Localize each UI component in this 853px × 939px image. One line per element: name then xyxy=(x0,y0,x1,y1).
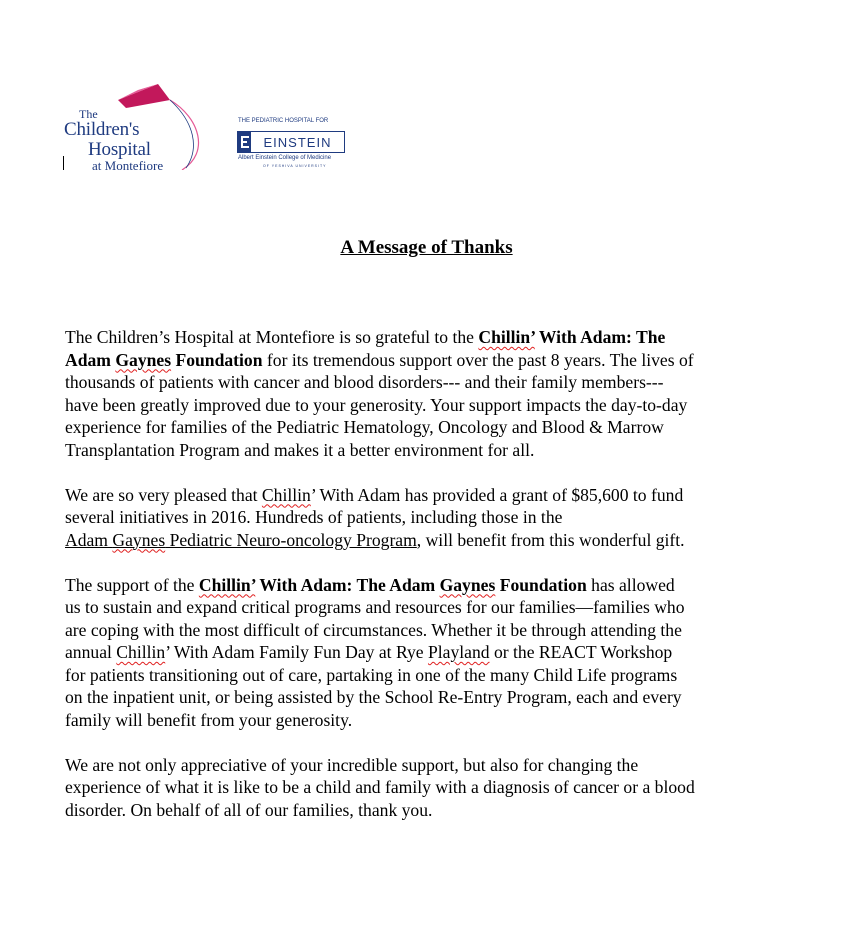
text-line: Transplantation Program and makes it a better environment for all. xyxy=(65,439,535,460)
logo-text-childrens: Children's xyxy=(64,119,140,140)
einstein-wordmark-box xyxy=(237,131,345,153)
text-line xyxy=(65,641,785,664)
text-line: several initiatives in 2016. Hundreds of patients, including those in the xyxy=(65,507,563,527)
text-span: With Adam: The xyxy=(534,327,666,347)
paragraph-3 xyxy=(65,574,785,732)
program-link-text xyxy=(65,530,421,550)
logo-text-montefiore: at Montefiore xyxy=(92,158,164,173)
text-line xyxy=(65,349,785,372)
text-span: has allowed xyxy=(586,574,675,595)
page-title: A Message of Thanks xyxy=(340,237,513,258)
logo-text-the: The xyxy=(79,107,98,121)
paragraph-gap xyxy=(65,551,785,574)
text-span: Playland xyxy=(427,642,490,662)
text-span: Chillin’ xyxy=(198,574,256,595)
letter-body xyxy=(65,326,785,821)
einstein-wordmark: EINSTEIN xyxy=(251,132,344,152)
einstein-logo xyxy=(237,118,352,174)
text-line: disorder. On behalf of all of our families, thank you. xyxy=(65,799,433,820)
logo-divider xyxy=(63,156,64,170)
text-line: are coping with the most difficult of circumstances. Whether it be through attending the xyxy=(65,619,682,640)
text-span: Foundation xyxy=(171,349,263,370)
text-line xyxy=(65,326,785,349)
text-line xyxy=(65,484,785,507)
text-span: Chillin’ xyxy=(478,327,535,347)
text-span: for its tremendous support over the past 8 years. The lives of xyxy=(262,349,694,370)
text-span: annual xyxy=(65,642,117,662)
einstein-university: OF YESHIVA UNIVERSITY xyxy=(263,164,327,168)
text-span: Pediatric Neuro-oncology Program xyxy=(165,529,417,550)
text-span: We are so very pleased that xyxy=(65,484,262,505)
einstein-tagline: THE PEDIATRIC HOSPITAL FOR xyxy=(238,118,329,124)
text-span: ’ With Adam has provided a grant of $85,600 to fund xyxy=(310,484,684,505)
logo-text-hospital: Hospital xyxy=(88,139,151,160)
text-span: The Children’s Hospital at Montefiore is so grateful to the xyxy=(65,327,479,347)
paragraph-gap xyxy=(65,461,785,484)
text-span: Chillin xyxy=(261,484,311,505)
paragraph-gap xyxy=(65,731,785,754)
text-line: on the inpatient unit, or being assisted by the School Re-Entry Program, each and every xyxy=(65,687,682,707)
text-line: thousands of patients with cancer and blood disorders--- and their family members--- xyxy=(65,372,664,392)
einstein-mark-icon xyxy=(238,133,251,151)
text-span: With Adam: The Adam xyxy=(255,574,440,595)
text-span: Adam xyxy=(65,349,116,370)
text-line xyxy=(65,529,785,552)
text-line: experience for families of the Pediatric Hematology, Oncology and Blood & Marrow xyxy=(65,417,664,437)
paragraph-4 xyxy=(65,754,785,822)
text-span: ’ With Adam Family Fun Day at Rye xyxy=(165,642,428,662)
text-line: for patients transitioning out of care, partaking in one of the many Child Life programs xyxy=(65,664,678,685)
text-span: or the REACT Workshop xyxy=(489,642,673,662)
text-span: The support of the xyxy=(65,574,199,595)
text-span: Adam xyxy=(65,529,113,550)
text-line: experience of what it is like to be a child and family with a diagnosis of cancer or a blood xyxy=(65,777,695,797)
text-line: have been greatly improved due to your generosity. Your support impacts the day-to-day xyxy=(65,394,688,415)
text-span: Gaynes xyxy=(112,529,166,550)
text-span: will benefit from this wonderful gift. xyxy=(421,529,685,550)
text-line xyxy=(65,574,785,597)
text-line: family will benefit from your generosity. xyxy=(65,709,353,730)
text-span: Foundation xyxy=(495,574,587,595)
text-line: us to sustain and expand critical programs and resources for our families—families who xyxy=(65,597,685,617)
text-span: Gaynes xyxy=(115,349,172,370)
text-span: , xyxy=(416,529,422,550)
text-span: Gaynes xyxy=(439,574,496,595)
paragraph-1 xyxy=(65,326,785,461)
childrens-hospital-logo xyxy=(60,78,210,173)
einstein-college: Albert Einstein College of Medicine xyxy=(238,155,332,161)
text-line: We are not only appreciative of your incredible support, but also for changing the xyxy=(65,754,639,775)
paragraph-2 xyxy=(65,484,785,552)
text-span: Chillin xyxy=(116,642,166,662)
